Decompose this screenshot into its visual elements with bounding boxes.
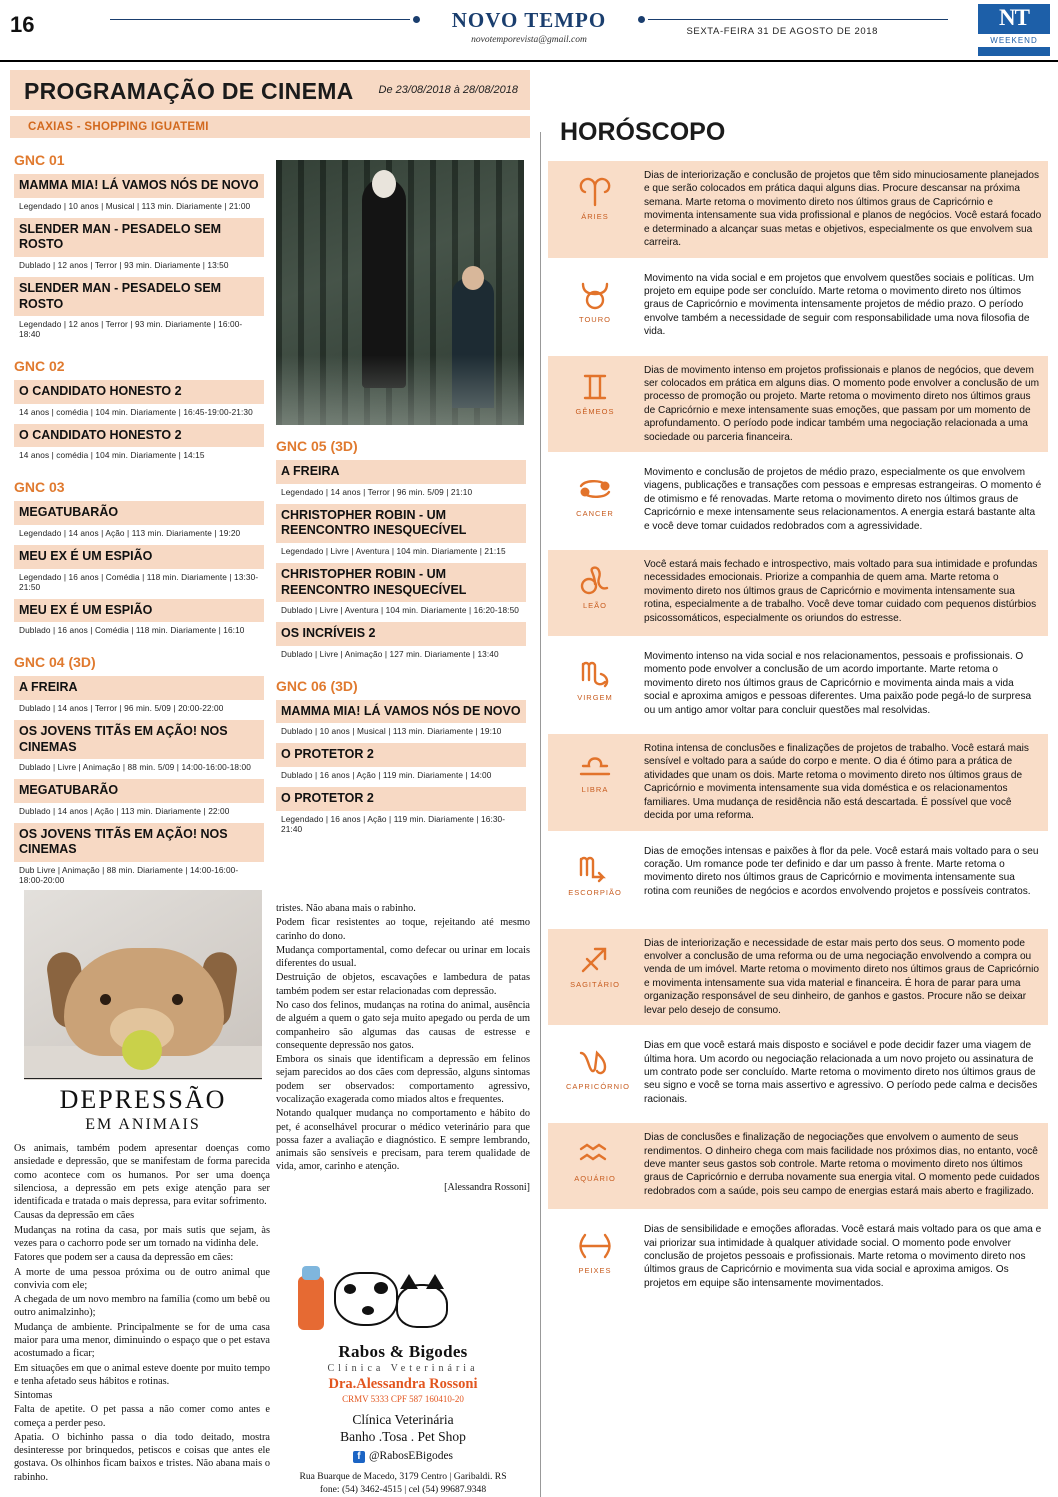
horoscope-sign-peixes [548, 1215, 1048, 1301]
aquarius-icon [575, 1137, 615, 1171]
movie-meta: Dublado | 16 anos | Comédia | 118 min. Diariamente | 16:10 [19, 625, 245, 636]
cancer-glyph [566, 472, 624, 518]
article-paragraph: tristes. Não abana mais o rabinho. [276, 903, 416, 914]
movie-title: MEGATUBARÃO [14, 779, 264, 803]
movie-meta: Dub Livre | Animação | 88 min. Diariamente | 14:00-16:00-18:00-20:00 [19, 865, 239, 885]
virgem-glyph [566, 656, 624, 702]
sign-text: Dias de sensibilidade e emoções afloradas. Você estará mais voltado para os que ama e vai priorizar sua intimidade à qualquer atividade social. O momento pode envolver conclusão de projetos pessoais e profissionais. Marte retoma o movimento direto nos últimos graus de Capricórnio e movimenta sua vida social e aproxima amigos. Os projetos em equipe são intensamente movimentados. [644, 1224, 1042, 1289]
horoscope-title: HORÓSCOPO [560, 118, 726, 146]
logo-initials: NT [999, 5, 1029, 30]
cat-ear-left-icon [400, 1274, 418, 1289]
cinema-mall-bar [10, 116, 530, 138]
virgo-icon [575, 656, 615, 690]
listing-column-left [14, 152, 264, 892]
ad-service-line-2: Banho .Tosa . Pet Shop [340, 1429, 466, 1444]
horoscope-sign-escorpiao [548, 837, 1048, 923]
page-number: 16 [10, 12, 35, 37]
movie-title: SLENDER MAN - PESADELO SEM ROSTO [14, 277, 264, 316]
publication-date: SEXTA-FEIRA 31 DE AGOSTO DE 2018 [686, 26, 878, 37]
movie-meta: Dublado | Livre | Animação | 127 min. Diariamente | 13:40 [281, 648, 499, 659]
cat-icon [396, 1284, 448, 1328]
horoscope-sign-libra [548, 734, 1048, 831]
sagitario-glyph [566, 943, 624, 989]
movie-title: A FREIRA [276, 460, 526, 484]
movie-meta: Dublado | Livre | Aventura | 104 min. Diariamente | 16:20-18:50 [281, 605, 519, 616]
sign-name: LEÃO [582, 601, 607, 611]
aries-glyph [566, 175, 624, 221]
sign-name: VIRGEM [577, 693, 613, 703]
article-paragraph: Os animais, também podem apresentar doenças como ansiedade e depressão, que se manifestam de forma parecida como acontece com os humanos. Por ser uma doença silenciosa, a depressão em pets exige atenção para ser identificada e tratada o mais depressa, para evitar sofrimento. [14, 1143, 270, 1208]
leao-glyph [566, 564, 624, 610]
article-paragraph: Mudança de ambiente. Principalmente se for de uma casa maior para uma menor, diminuindo o espaço que o pet estava acostumado a ficar; [14, 1321, 270, 1360]
poster-girl-head [462, 266, 484, 290]
leo-icon [575, 564, 615, 598]
article-paragraph: No caso dos felinos, mudanças na rotina do animal, ausência de alguém a quem o gato seja muito apegado ou perda de um companheiro são algumas das causas de estresse e consequente depressão nos gatos. [276, 999, 530, 1051]
sign-name: ESCORPIÃO [568, 887, 622, 897]
movie-meta: Dublado | 16 anos | Ação | 119 min. Diariamente | 14:00 [281, 770, 492, 780]
cinema-header [10, 70, 530, 110]
poster-figure-head [372, 170, 396, 198]
horoscope-sign-sagitario [548, 929, 1048, 1026]
sign-text: Dias de emoções intensas e paixões à flor da pele. Você estará mais voltado para o seu coração. Um romance pode ter definido e dar um passo à frente. Marte retoma o movimento direto nos últimos graus de Capricórnio e movimenta intensamente sua rotina com reuniões de negócios e acordos envolvendo projetos e possíveis contratos. [644, 845, 1039, 897]
sign-name: TOURO [579, 314, 611, 324]
taurus-icon [575, 278, 615, 312]
movie-title: O CANDIDATO HONESTO 2 [14, 380, 264, 404]
ad-logo [276, 1270, 530, 1342]
right-column [548, 70, 1048, 1307]
movie-title: A FREIRA [14, 676, 264, 700]
ad-facebook-handle: @RabosEBigodes [368, 1450, 454, 1462]
scorpio-icon [575, 851, 615, 885]
sign-text: Movimento e conclusão de projetos de médio prazo, especialmente os que envolvem viagens, publicações e transações com pessoas e empresas estrangeiras. O momento é de otimismo e fé renovadas. Marte retoma o movimento direto nos últimos graus de Capricórnio e mexe intensamente seus relacionamentos. A energia estará bastante alta e você deve tomar cuidados redobrados com a agressividade. [644, 467, 1042, 532]
dog-icon [334, 1272, 398, 1326]
grooming-brush-icon [298, 1276, 324, 1330]
pisces-icon [575, 1229, 615, 1263]
movie-meta: Dublado | 10 anos | Musical | 113 min. Diariamente | 19:10 [281, 726, 502, 737]
room-label: GNC 06 (3D) [276, 677, 358, 694]
column-divider [540, 132, 541, 1497]
movie-meta: Dublado | 14 anos | Ação | 113 min. Diariamente | 22:00 [19, 805, 230, 816]
touro-glyph [566, 278, 624, 324]
room-label: GNC 01 [14, 152, 65, 168]
horoscope-sign-capricornio [548, 1031, 1048, 1117]
movie-title: O CANDIDATO HONESTO 2 [14, 424, 264, 448]
gemini-icon [575, 370, 615, 404]
movie-title: MEU EX É UM ESPIÃO [14, 599, 264, 623]
ad-facebook[interactable] [276, 1450, 530, 1463]
escorpiao-glyph [566, 851, 624, 897]
movie-title: OS JOVENS TITÃS EM AÇÃO! NOS CINEMAS [14, 823, 264, 862]
article-paragraph: A chegada de um novo membro na família (como um bebê ou outro animalzinho); [14, 1294, 270, 1319]
poster-fog [276, 355, 524, 425]
gemeos-glyph [566, 370, 624, 416]
libra-glyph [566, 748, 624, 794]
ad-service-line-1: Clínica Veterinária [352, 1412, 454, 1427]
advertisement-rabos-e-bigodes [276, 1270, 530, 1495]
ad-address: Rua Buarque de Macedo, 3179 Centro | Garibaldi. RS [299, 1471, 507, 1482]
sign-text: Movimento na vida social e em projetos que envolvem questões sociais e políticas. Um projeto em equipe pode ser concluído. Marte retoma o movimento direto nos últimos graus de Capricórnio e movimenta intensamente projetos de médio prazo. O período envolve também a necessidade de seguir com responsabilidade uma nova filosofia de vida. [644, 272, 1034, 338]
ad-business-subtitle: Clínica Veterinária [327, 1363, 479, 1374]
sign-name: SAGITÁRIO [570, 979, 620, 989]
article-text-right [276, 902, 530, 1195]
horoscope-sign-leao [548, 550, 1048, 636]
movie-title: OS INCRÍVEIS 2 [276, 622, 526, 646]
dog-eye-left-icon [344, 1284, 356, 1294]
ad-doctor-name: Dra.Alessandra Rossoni [328, 1376, 478, 1392]
movie-title: CHRISTOPHER ROBIN - UM REENCONTRO INESQUECÍVEL [276, 504, 526, 543]
sign-text: Dias de movimento intenso em projetos profissionais e planos de negócios, que devem ser colocados em prática em alguns dias. O momento pode envolver a conclusão de um processo de promoção ou projeto. Marte retoma o movimento direto nos últimos graus de Capricórnio e mexe intensamente suas emoções, que passam por um momento de aprofundamento. O período pode indicar também uma negociação relacionada a uma sociedade ou parceria financeira. [644, 364, 1039, 443]
dog-eye-right [172, 994, 183, 1005]
sign-name: PEIXES [578, 1266, 612, 1276]
movie-title: O PROTETOR 2 [276, 787, 526, 811]
ad-business-name: Rabos & Bigodes [338, 1342, 468, 1361]
brush-tip [302, 1266, 320, 1280]
article-headline [24, 1078, 262, 1134]
cancer-icon [575, 472, 615, 506]
movie-meta: Legendado | 16 anos | Ação | 119 min. Diariamente | 16:30-21:40 [281, 813, 506, 834]
publication-email: novotemporevista@gmail.com [471, 35, 587, 45]
horoscope-sign-virgem [548, 642, 1048, 728]
article-paragraph: Destruição de objetos, escavações e lambedura de patas também podem ser estar relacionadas com depressão. [276, 972, 530, 997]
room-label: GNC 05 (3D) [276, 438, 358, 454]
article-paragraph: A morte de uma pessoa próxima ou de outro animal que convivia com ele; [14, 1266, 270, 1291]
article-paragraph: Podem ficar resistentes ao toque, rejeitando até mesmo carinho do dono. [276, 917, 530, 942]
article-paragraph: Fatores que podem ser a causa da depressão em cães: [14, 1252, 234, 1264]
movie-title: OS JOVENS TITÃS EM AÇÃO! NOS CINEMAS [14, 720, 264, 759]
nt-weekend-logo [978, 4, 1050, 56]
sign-text: Dias de interiorização e conclusão de projetos que têm sido minuciosamente planejados e que serão colocados em prática daqui alguns dias. Procure descansar na próxima semana. Marte retoma o movimento direto nos últimos graus de Capricórnio e movimenta intensamente sua vida profissional e planos de negócios. Você estará focado e determinado a alcançar suas metas e objetivos, especialmente os que envolvem sua carreira. [644, 170, 1042, 249]
sign-text: Dias em que você estará mais disposto e sociável e pode decidir fazer uma viagem de última hora. Um acordo ou negociação relacionada a um novo projeto ou assinatura de um contrato pode ser concluído. Marte retoma o movimento direto nos últimos graus de seu signo e você se torna mais assertivo e agressivo. O período pede calma e decisões racionais. [644, 1040, 1038, 1105]
article-headline-line1: DEPRESSÃO [59, 1085, 227, 1114]
movie-meta: Legendado | 14 anos | Terror | 96 min. 5/09 | 21:10 [281, 486, 473, 497]
movie-meta: Dublado | 12 anos | Terror | 93 min. Diariamente | 13:50 [19, 259, 229, 270]
movie-title: MEU EX É UM ESPIÃO [14, 545, 264, 569]
horoscope-sign-touro [548, 264, 1048, 350]
dog-nose-icon [362, 1306, 374, 1315]
ad-crmv: CRMV 5333 CPF 587 160410-20 [342, 1394, 464, 1404]
capricorn-icon [575, 1045, 615, 1079]
article-headline-line2: EM ANIMAIS [85, 1116, 201, 1133]
publication-title: NOVO TEMPO [451, 8, 607, 32]
sagittarius-icon [575, 943, 615, 977]
cinema-mall-name: CAXIAS - SHOPPING IGUATEMI [28, 121, 209, 133]
movie-meta: Dublado | 14 anos | Terror | 96 min. 5/09 | 20:00-22:00 [19, 702, 224, 713]
movie-meta: Dublado | Livre | Animação | 88 min. 5/09 | 14:00-16:00-18:00 [19, 762, 251, 773]
movie-title: MEGATUBARÃO [14, 501, 264, 525]
article-paragraph: Sintomas [14, 1390, 53, 1402]
article-paragraph: Causas da depressão em cães [14, 1210, 135, 1222]
movie-meta: Legendado | 12 anos | Terror | 93 min. Diariamente | 16:00-18:40 [19, 319, 243, 340]
sign-name: CANCER [576, 509, 614, 519]
movie-meta: Legendado | 14 anos | Ação | 113 min. Diariamente | 19:20 [19, 528, 241, 538]
article-paragraph: Falta de apetite. O pet passa a não comer como antes e começa a perder peso. [14, 1404, 270, 1429]
sign-name: CAPRICÓRNIO [566, 1082, 630, 1092]
capricornio-glyph [566, 1045, 630, 1092]
sign-text: Rotina intensa de conclusões e finalizações de projetos de trabalho. Você estará mais sensível e voltado para a saúde do corpo e mente. O dia é ótimo para a prática de atividades que unam os dois. Marte retoma o movimento direto nos últimos graus de Capricórnio e movimenta intensamente sua vida doméstica e os relacionamentos familiares. Uma mudança de residência não está descartada. É possível que você decida por uma reforma. [644, 743, 1029, 822]
article-paragraph: Notando qualquer mudança no comportamento e hábito do pet, é aconselhável procurar o médico veterinário para que possa fazer a avaliação e diagnóstico. E sempre lembrando, animais são sensíveis e precisam, para terem qualidade de vida, amor, carinho e atenção. [276, 1108, 530, 1173]
logo-subtitle: WEEKEND [978, 34, 1050, 47]
movie-meta: 14 anos | comédia | 104 min. Diariamente | 16:45-19:00-21:30 [19, 406, 253, 417]
movie-title: SLENDER MAN - PESADELO SEM ROSTO [14, 218, 264, 257]
tennis-ball [122, 1030, 162, 1070]
sign-text: Movimento intenso na vida social e nos relacionamentos, pessoais e profissionais. O momento pode envolver a conclusão de um acordo importante. Marte retoma o movimento direto nos últimos graus de Capricórnio e movimenta ainda mais a vida social e aproxima amigos e pessoas diferentes. Uma paixão pode pegá-lo de surpresa ou um antigo amor voltar para concluir questões mal resolvidas. [644, 651, 1032, 716]
room-label: GNC 03 [14, 479, 65, 496]
article-photo [24, 890, 262, 1080]
movie-title: O PROTETOR 2 [276, 743, 526, 767]
movie-meta: 14 anos | comédia | 104 min. Diariamente | 14:15 [19, 450, 205, 461]
peixes-glyph [566, 1229, 624, 1275]
sign-text: Você estará mais fechado e introspectivo, mais voltado para sua intimidade e profundas necessidades emocionais. Priorize a companhia de quem ama. Marte retoma o movimento direto nos últimos graus de Capricórnio e movimenta intensamente sua rotina, especialmente a de trabalho. Você deve tomar cuidado com pequenos distúrbios psicossomáticos, especialmente os oriundos do estresse. [644, 559, 1038, 624]
sign-name: AQUÁRIO [574, 1174, 616, 1184]
room-label: GNC 02 [14, 358, 65, 375]
dog-eye-left [100, 994, 111, 1005]
movie-meta: Legendado | 16 anos | Comédia | 118 min. Diariamente | 13:30-21:50 [19, 571, 259, 592]
movie-title: MAMMA MIA! LÁ VAMOS NÓS DE NOVO [14, 174, 264, 198]
sign-name: GÊMEOS [575, 406, 615, 416]
horoscope-sign-gemeos [548, 356, 1048, 453]
article-paragraph: Apatia. O bichinho passa o dia todo deitado, mostra desinteresse por brinquedos, petiscos e coisas que antes ele gostava. Os olhinhos ficam baixos e tristes. Não abana mais o rabinho. [14, 1431, 270, 1483]
article-byline: [Alessandra Rossoni] [444, 1181, 530, 1193]
room-label: GNC 04 (3D) [14, 654, 96, 671]
article-text-left [14, 1142, 270, 1485]
movie-title: MAMMA MIA! LÁ VAMOS NÓS DE NOVO [276, 700, 526, 724]
movie-title: CHRISTOPHER ROBIN - UM REENCONTRO INESQUECÍVEL [276, 563, 526, 602]
article-paragraph: Embora os sinais que identificam a depressão em felinos sejam parecidos ao dos cães com depressão, alguns sintomas podem ser observados: comportamento agressivo, vocalização exagerada como miados altos e frequentes. [276, 1054, 530, 1105]
sign-text: Dias de conclusões e finalização de negociações que envolvem o aumento de seus rendimentos. O dinheiro chega com mais facilidade nos próximos dias, no entanto, você deve manter seus gastos sob controle. Marte retoma o movimento direto nos últimos graus de Capricórnio e derruba novamente sua energia vital. O momento pede cuidados redobrados com a saúde, pois seu campo de energias estará mais aberto e fragilizado. [644, 1132, 1040, 1197]
sign-name: ÁRIES [581, 212, 609, 221]
movie-poster-image [276, 160, 524, 425]
cinema-listing [10, 152, 530, 885]
cinema-dates: De 23/08/2018 à 28/08/2018 [378, 84, 518, 96]
masthead-center [0, 8, 1058, 45]
aquario-glyph [566, 1137, 624, 1183]
dog-eye-right-icon [374, 1282, 388, 1294]
listing-column-right [276, 438, 526, 841]
left-column [10, 70, 530, 1495]
article-paragraph: Mudanças na rotina da casa, por mais sutis que sejam, às vezes para o cachorro pode ser um tornado na vidinha dele. [14, 1224, 270, 1249]
sign-text: Dias de interiorização e necessidade de estar mais perto dos seus. O momento pode envolver a conclusão de uma reforma ou de uma negociação envolvendo a compra ou venda de um imóvel. Marte retoma o movimento direto nos últimos graus de Capricórnio e movimenta intensamente sua vida material e financeira. É hora de parar para uma organização responsável de seu dinheiro, de ganhos e gastos. Procure não se deixar levar pelo desejo de consumo. [644, 937, 1039, 1016]
masthead [0, 0, 1058, 62]
facebook-icon: f [353, 1451, 365, 1463]
article-paragraph: Mudança comportamental, como defecar ou urinar em locais diferentes do usual. [276, 944, 530, 970]
movie-meta: Legendado | Livre | Aventura | 104 min. Diariamente | 21:15 [281, 545, 506, 556]
cat-ear-right-icon [426, 1274, 444, 1289]
horoscope-sign-cancer [548, 458, 1048, 544]
aries-icon [575, 175, 615, 209]
sign-name: LIBRA [581, 785, 609, 795]
ad-phone: fone: (54) 3462-4515 | cel (54) 99687.9348 [319, 1484, 487, 1495]
libra-icon [575, 748, 615, 782]
horoscope-sign-aries [548, 161, 1048, 258]
article-paragraph: Em situações em que o animal esteve doente por muito tempo e tenha afetado seus hábitos e rotinas. [14, 1362, 270, 1387]
horoscope-sign-aquario [548, 1123, 1048, 1209]
cinema-title: PROGRAMAÇÃO DE CINEMA [24, 78, 354, 104]
movie-meta: Legendado | 10 anos | Musical | 113 min. Diariamente | 21:00 [19, 200, 251, 211]
